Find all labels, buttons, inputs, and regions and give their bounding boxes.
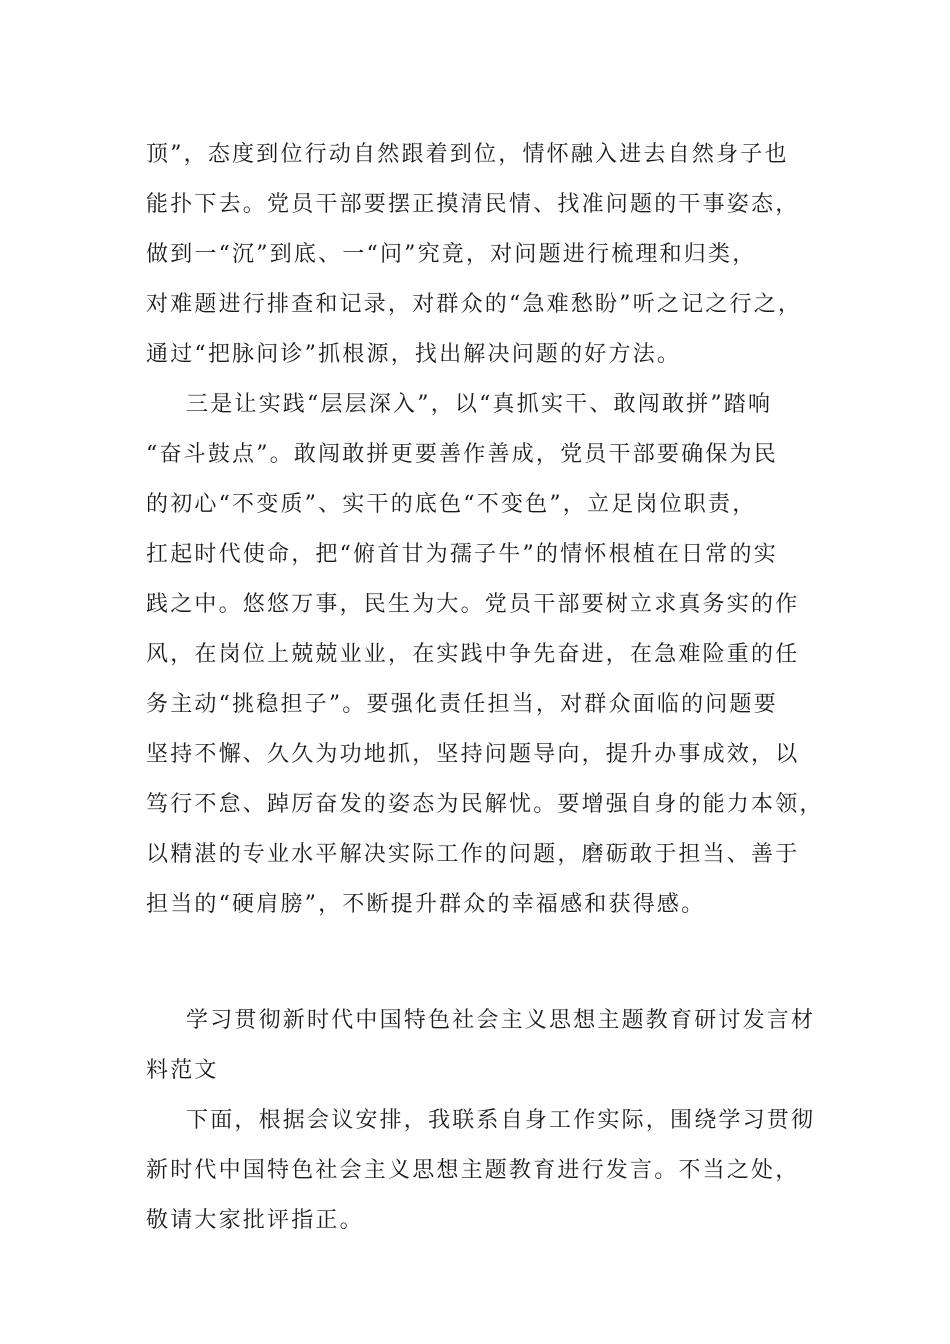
paragraph-intro — [146, 1096, 816, 1246]
section-gap — [146, 930, 806, 996]
section-title — [146, 996, 816, 1096]
text-line: 对难题进行排查和记录，对群众的“急难愁盼”听之记之行之， — [146, 292, 803, 317]
text-line: 敬请大家批评指正。 — [146, 1208, 364, 1233]
paragraph-continuation — [146, 130, 806, 380]
text-line: 顶”，态度到位行动自然跟着到位，情怀融入进去自然身子也 — [146, 142, 789, 167]
text-line: 务主动“挑稳担子”。要强化责任担当，对群众面临的问题要 — [146, 692, 778, 717]
paragraph-point-three — [146, 380, 824, 930]
title-line: 学习贯彻新时代中国特色社会主义思想主题教育研讨发言材 — [186, 1008, 816, 1033]
text-line: 的初心“不变质”、实干的底色“不变色”，立足岗位职责， — [146, 492, 757, 517]
text-line: 坚持不懈、久久为功地抓，坚持问题导向，提升办事成效，以 — [146, 742, 800, 767]
document-body — [146, 130, 824, 1246]
text-line: 新时代中国特色社会主义思想主题教育进行发言。不当之处， — [146, 1158, 800, 1183]
text-line: 风，在岗位上兢兢业业，在实践中争先奋进，在急难险重的任 — [146, 642, 800, 667]
text-line: “奋斗鼓点”。敢闯敢拼更要善作善成，党员干部要确保为民 — [146, 442, 778, 467]
text-line: 笃行不怠、踔厉奋发的姿态为民解忧。要增强自身的能力本领， — [146, 792, 824, 817]
text-line: 通过“把脉问诊”抓根源，找出解决问题的好方法。 — [146, 342, 682, 367]
text-line: 践之中。悠悠万事，民生为大。党员干部要树立求真务实的作 — [146, 592, 800, 617]
text-line: 以精湛的专业水平解决实际工作的问题，磨砺敢于担当、善于 — [146, 842, 800, 867]
text-line: 做到一“沉”到底、一“问”究竟，对问题进行梳理和归类， — [146, 242, 757, 267]
text-line: 能扑下去。党员干部要摆正摸清民情、找准问题的干事姿态， — [146, 192, 800, 217]
text-line: 下面，根据会议安排，我联系自身工作实际，围绕学习贯彻 — [186, 1108, 816, 1133]
text-line: 扛起时代使命，把“俯首甘为孺子牛”的情怀根植在日常的实 — [146, 542, 778, 567]
text-line: 担当的“硬肩膀”，不断提升群众的幸福感和获得感。 — [146, 892, 706, 917]
title-line: 料范文 — [146, 1058, 219, 1083]
text-line: 三是让实践“层层深入”，以“真抓实干、敢闯敢拼”踏响 — [186, 392, 773, 417]
